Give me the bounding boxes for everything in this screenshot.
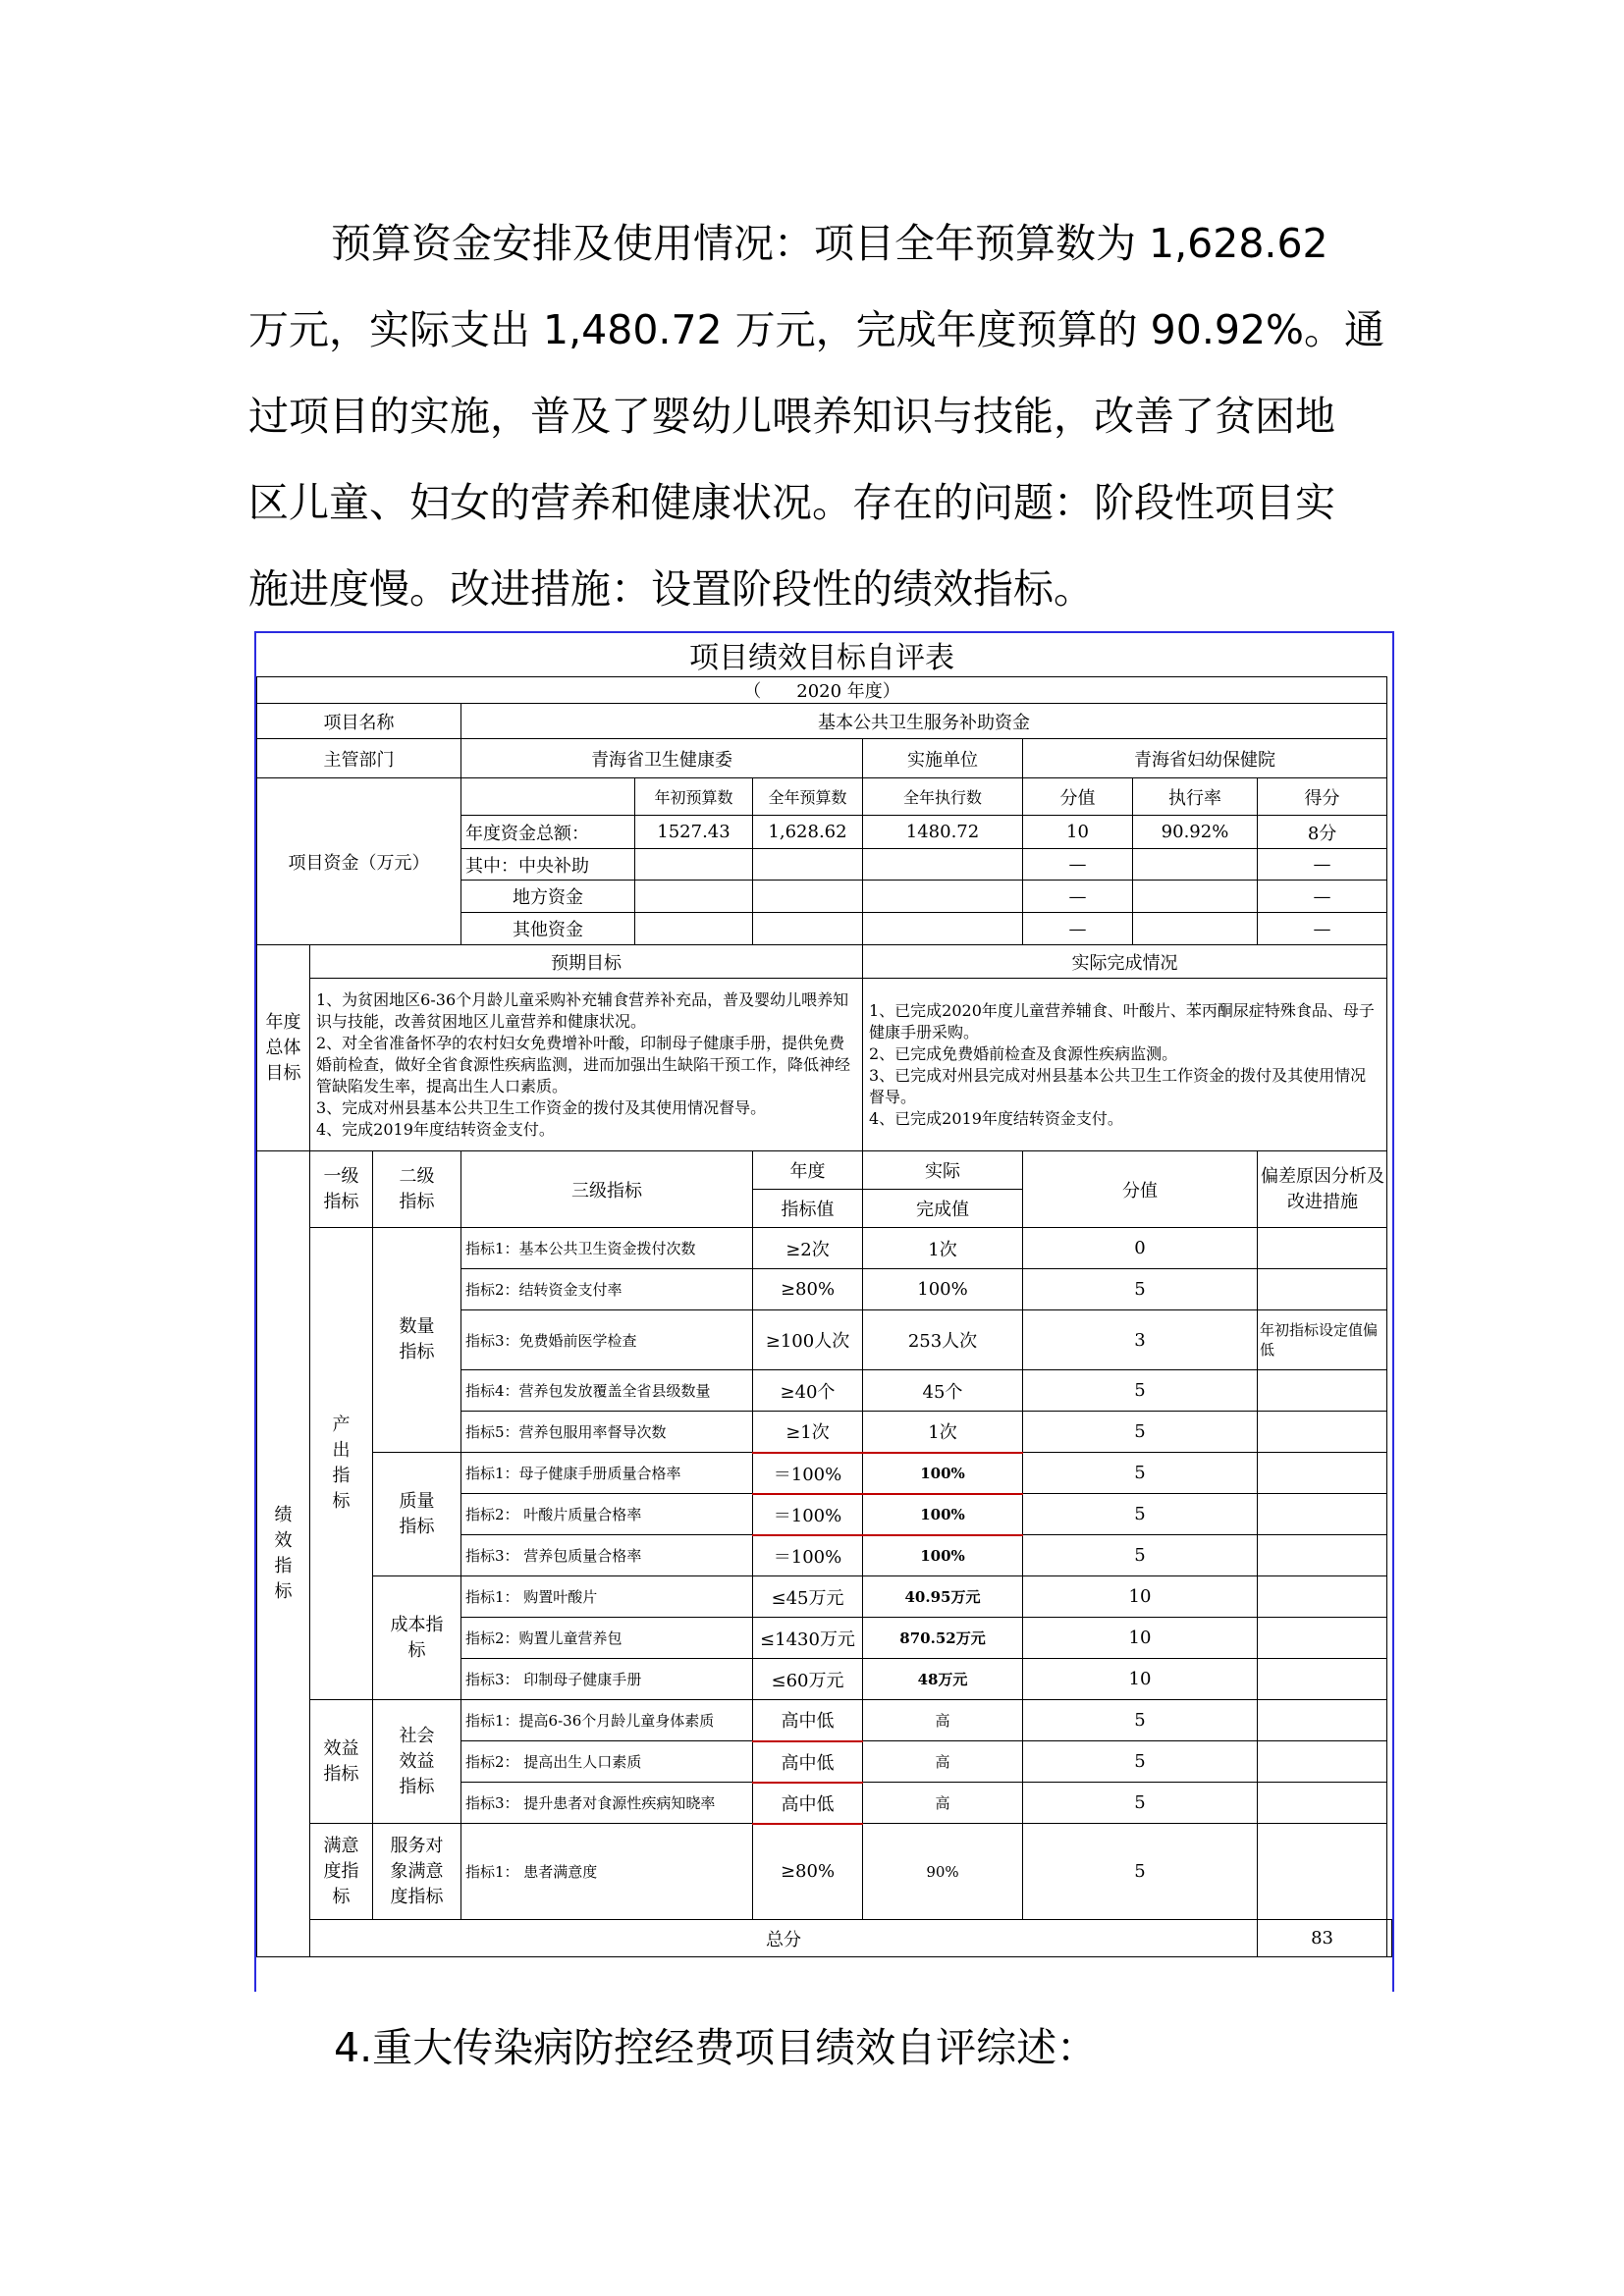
funds-initial: 1527.43 <box>635 816 753 849</box>
funds-rate <box>1133 849 1258 881</box>
group-benefit <box>310 1700 373 1824</box>
indicator-deviation <box>1258 1618 1387 1659</box>
lvl3-header: 三级指标 <box>461 1151 753 1228</box>
group-cost <box>373 1576 461 1700</box>
indicator-actual: 100% <box>863 1535 1023 1576</box>
funds-header: 全年预算数 <box>753 778 863 816</box>
funds-score: — <box>1023 913 1133 945</box>
form-year: （ 2020 年度） <box>257 677 1387 704</box>
indicator-deviation <box>1258 1659 1387 1700</box>
funds-got: 8分 <box>1258 816 1387 849</box>
indicator-deviation <box>1258 1824 1387 1920</box>
indicator-target: ≤45万元 <box>753 1576 863 1618</box>
actual-goals-text: 1、已完成2020年度儿童营养辅食、叶酸片、苯丙酮尿症特殊食品、母子健康手册采购。 2、已完成免费婚前检查及食源性疾病监测。 3、已完成对州县完成对州县基本公共卫生工作资金的拨付及其使用情况督导。 4、已完成2019年度结转资金支付。 <box>863 979 1387 1151</box>
indicator-score: 5 <box>1023 1494 1258 1535</box>
funds-score: — <box>1023 849 1133 881</box>
group-quality-text: 质量指标 <box>399 1490 435 1537</box>
indicator-score: 5 <box>1023 1370 1258 1412</box>
indicator-target: ≤60万元 <box>753 1659 863 1700</box>
indicator-deviation <box>1258 1535 1387 1576</box>
indicator-name: 指标1：提高6-36个月龄儿童身体素质 <box>461 1700 753 1741</box>
done-header: 完成值 <box>863 1190 1023 1228</box>
indicator-actual: 100% <box>863 1269 1023 1310</box>
funds-row-label: 地方资金 <box>461 881 635 913</box>
indicator-score: 5 <box>1023 1700 1258 1741</box>
group-cost-text: 成本指标 <box>390 1614 444 1661</box>
funds-executed <box>863 849 1023 881</box>
funds-annual <box>753 913 863 945</box>
indicator-name: 指标3： 印制母子健康手册 <box>461 1659 753 1700</box>
indicator-score: 10 <box>1023 1576 1258 1618</box>
indicator-actual: 100% <box>863 1453 1023 1494</box>
indicator-name: 指标3： 提升患者对食源性疾病知晓率 <box>461 1783 753 1824</box>
funds-row-label: 其他资金 <box>461 913 635 945</box>
indicator-deviation <box>1258 1741 1387 1783</box>
intro-line: 预算资金安排及使用情况：项目全年预算数为 1,628.62 <box>331 220 1328 267</box>
lvl2-header <box>373 1151 461 1228</box>
indicator-deviation <box>1258 1269 1387 1310</box>
score-header: 分值 <box>1023 1151 1258 1228</box>
project-name-label: 项目名称 <box>257 704 461 739</box>
indicator-score: 3 <box>1023 1310 1258 1370</box>
indicator-actual: 45个 <box>863 1370 1023 1412</box>
funds-rate: 90.92% <box>1133 816 1258 849</box>
intro-line: 区儿童、妇女的营养和健康状况。存在的问题：阶段性项目实 <box>248 479 1335 526</box>
form-title: 项目绩效目标自评表 <box>689 641 955 675</box>
indicator-name: 指标1： 患者满意度 <box>461 1824 753 1920</box>
indicator-actual: 48万元 <box>863 1659 1023 1700</box>
funds-header: 全年执行数 <box>863 778 1023 816</box>
indicator-score: 10 <box>1023 1659 1258 1700</box>
funds-rate <box>1133 913 1258 945</box>
indicator-name: 指标2：购置儿童营养包 <box>461 1618 753 1659</box>
indicator-score: 5 <box>1023 1783 1258 1824</box>
group-quantity <box>373 1228 461 1453</box>
indicator-target: ≥1次 <box>753 1412 863 1453</box>
indicator-deviation <box>1258 1453 1387 1494</box>
indicator-deviation <box>1258 1576 1387 1618</box>
indicator-score: 10 <box>1023 1618 1258 1659</box>
group-satisfaction-text: 满意度指标 <box>323 1835 359 1907</box>
funds-header: 执行率 <box>1133 778 1258 816</box>
indicator-name: 指标2： 叶酸片质量合格率 <box>461 1494 753 1535</box>
intro-line: 施进度慢。改进措施：设置阶段性的绩效指标。 <box>248 565 1094 613</box>
funds-executed: 1480.72 <box>863 816 1023 849</box>
intro-line: 万元，实际支出 1,480.72 万元，完成年度预算的 90.92%。通 <box>248 306 1385 353</box>
indicator-actual: 100% <box>863 1494 1023 1535</box>
indicator-target: ＝100% <box>753 1494 863 1535</box>
indicator-score: 5 <box>1023 1824 1258 1920</box>
funds-got: — <box>1258 849 1387 881</box>
group-social <box>373 1700 461 1824</box>
indicator-target: ＝100% <box>753 1453 863 1494</box>
indicator-target: ≤1430万元 <box>753 1618 863 1659</box>
funds-annual <box>753 881 863 913</box>
indicator-target: ≥2次 <box>753 1228 863 1269</box>
indicator-deviation <box>1258 1700 1387 1741</box>
group-output-text: 产出指标 <box>332 1415 351 1512</box>
evaluation-table <box>256 633 1392 1957</box>
total-label: 总分 <box>310 1920 1258 1957</box>
funds-score: 10 <box>1023 816 1133 849</box>
indicator-actual: 870.52万元 <box>863 1618 1023 1659</box>
funds-initial <box>635 849 753 881</box>
indicator-deviation: 年初指标设定值偏低 <box>1258 1310 1387 1370</box>
indicator-actual: 253人次 <box>863 1310 1023 1370</box>
funds-executed <box>863 913 1023 945</box>
indicator-name: 指标1： 购置叶酸片 <box>461 1576 753 1618</box>
funds-header: 得分 <box>1258 778 1387 816</box>
lvl1-header-text: 一级指标 <box>323 1165 359 1212</box>
indicator-actual: 1次 <box>863 1228 1023 1269</box>
indicator-actual: 高 <box>863 1783 1023 1824</box>
funds-annual <box>753 849 863 881</box>
target-header: 指标值 <box>753 1190 863 1228</box>
indicator-target: 高中低 <box>753 1783 863 1824</box>
funds-header-blank <box>461 778 635 816</box>
lvl2-header-text: 二级指标 <box>399 1165 435 1212</box>
funds-executed <box>863 881 1023 913</box>
indicator-score: 5 <box>1023 1269 1258 1310</box>
group-social-text: 社会效益指标 <box>399 1725 435 1797</box>
indicator-deviation <box>1258 1412 1387 1453</box>
indicator-name: 指标5：营养包服用率督导次数 <box>461 1412 753 1453</box>
indicator-target: 高中低 <box>753 1700 863 1741</box>
funds-rate <box>1133 881 1258 913</box>
perf-indicator-label <box>257 1151 310 1957</box>
actual-header: 实际 <box>863 1151 1023 1190</box>
unit-value: 青海省妇幼保健院 <box>1023 739 1387 778</box>
year-header: 年度 <box>753 1151 863 1190</box>
indicator-deviation <box>1258 1783 1387 1824</box>
indicator-name: 指标1：母子健康手册质量合格率 <box>461 1453 753 1494</box>
group-satisfaction <box>310 1824 373 1920</box>
intro-paragraph <box>248 200 1387 632</box>
funds-initial <box>635 913 753 945</box>
indicator-target: ≥80% <box>753 1269 863 1310</box>
funds-got: — <box>1258 913 1387 945</box>
funds-label: 项目资金（万元） <box>257 778 461 945</box>
expected-goal-header: 预期目标 <box>310 945 863 979</box>
annual-goal-label-text: 年度总体目标 <box>265 1011 301 1084</box>
indicator-target: ≥40个 <box>753 1370 863 1412</box>
perf-indicator-label-text: 绩效指标 <box>274 1505 293 1602</box>
funds-row-label: 其中：中央补助 <box>461 849 635 881</box>
annual-goal-label <box>257 945 310 1151</box>
indicator-deviation <box>1258 1370 1387 1412</box>
deviation-header <box>1258 1151 1387 1228</box>
indicator-score: 5 <box>1023 1412 1258 1453</box>
funds-header: 年初预算数 <box>635 778 753 816</box>
group-service <box>373 1824 461 1920</box>
project-name-value: 基本公共卫生服务补助资金 <box>461 704 1387 739</box>
indicator-target: 高中低 <box>753 1741 863 1783</box>
actual-goal-header: 实际完成情况 <box>863 945 1387 979</box>
indicator-actual: 40.95万元 <box>863 1576 1023 1618</box>
performance-evaluation-form <box>254 631 1394 1992</box>
indicator-deviation <box>1258 1228 1387 1269</box>
total-blank <box>1387 1920 1392 1957</box>
indicator-actual: 1次 <box>863 1412 1023 1453</box>
indicator-actual: 高 <box>863 1741 1023 1783</box>
indicator-name: 指标3： 营养包质量合格率 <box>461 1535 753 1576</box>
dept-value: 青海省卫生健康委 <box>461 739 863 778</box>
funds-got: — <box>1258 881 1387 913</box>
group-quantity-text: 数量指标 <box>399 1316 435 1362</box>
group-service-text: 服务对象满意度指标 <box>390 1835 444 1907</box>
group-quality <box>373 1453 461 1576</box>
funds-initial <box>635 881 753 913</box>
indicator-name: 指标3：免费婚前医学检查 <box>461 1310 753 1370</box>
indicator-name: 指标4：营养包发放覆盖全省县级数量 <box>461 1370 753 1412</box>
funds-row-label: 年度资金总额： <box>461 816 635 849</box>
indicator-score: 5 <box>1023 1741 1258 1783</box>
deviation-header-text: 偏差原因分析及改进措施 <box>1261 1165 1384 1212</box>
funds-annual: 1,628.62 <box>753 816 863 849</box>
dept-label: 主管部门 <box>257 739 461 778</box>
indicator-deviation <box>1258 1494 1387 1535</box>
indicator-name: 指标2： 提高出生人口素质 <box>461 1741 753 1783</box>
indicator-name: 指标1：基本公共卫生资金拨付次数 <box>461 1228 753 1269</box>
section-heading: 4.重大传染病防控经费项目绩效自评综述： <box>334 2024 1098 2071</box>
indicator-actual: 高 <box>863 1700 1023 1741</box>
group-output <box>310 1228 373 1700</box>
funds-header: 分值 <box>1023 778 1133 816</box>
expected-goals-text: 1、为贫困地区6-36个月龄儿童采购补充辅食营养补充品，普及婴幼儿喂养知识与技能，改善贫困地区儿童营养和健康状况。 2、对全省准备怀孕的农村妇女免费增补叶酸，印制母子健康手册，提供免费婚前检查，做好全省食源性疾病监测，进而加强出生缺陷干预工作，降低神经管缺陷发生率，提高出生人口素质。 3、完成对州县基本公共卫生工作资金的拨付及其使用情况督导。 4、完成2019年度结转资金支付。 <box>310 979 863 1151</box>
indicator-score: 5 <box>1023 1535 1258 1576</box>
group-benefit-text: 效益指标 <box>323 1737 359 1785</box>
lvl1-header <box>310 1151 373 1228</box>
unit-label: 实施单位 <box>863 739 1023 778</box>
indicator-score: 5 <box>1023 1453 1258 1494</box>
indicator-target: ≥80% <box>753 1824 863 1920</box>
total-value: 83 <box>1258 1920 1387 1957</box>
intro-line: 过项目的实施，普及了婴幼儿喂养知识与技能，改善了贫困地 <box>248 393 1335 440</box>
indicator-actual: 90% <box>863 1824 1023 1920</box>
indicator-name: 指标2：结转资金支付率 <box>461 1269 753 1310</box>
indicator-score: 0 <box>1023 1228 1258 1269</box>
indicator-target: ≥100人次 <box>753 1310 863 1370</box>
indicator-target: ＝100% <box>753 1535 863 1576</box>
funds-score: — <box>1023 881 1133 913</box>
